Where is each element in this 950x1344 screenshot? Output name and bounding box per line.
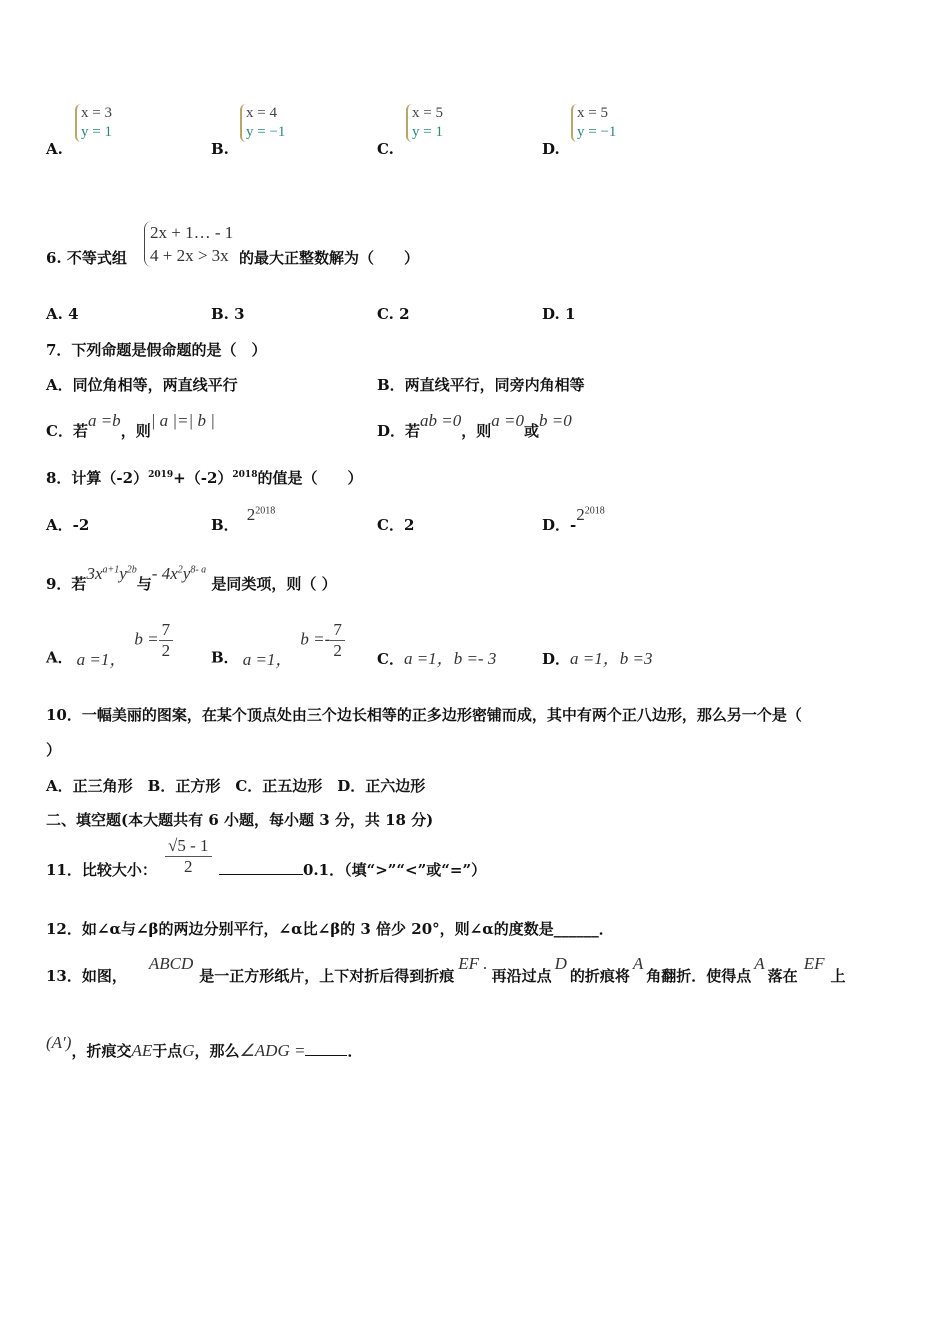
- numerator: 7: [330, 620, 345, 641]
- text: +（-2）: [173, 469, 233, 487]
- section-2-heading: 二、填空题(本大题共有 6 小题，每小题 3 分，共 18 分): [46, 811, 434, 829]
- q7-option-b: B．两直线平行，同旁内角相等: [377, 376, 585, 394]
- answer-blank[interactable]: [219, 874, 303, 875]
- eq-y: y = −1: [577, 124, 617, 140]
- exponent: 2b: [126, 564, 137, 576]
- opt-label: C．若: [46, 422, 88, 440]
- text: ，折痕交: [71, 1042, 132, 1060]
- numerator: √5 - 1: [165, 836, 212, 857]
- q11-stem-end: [219, 859, 486, 880]
- denominator: 2: [161, 641, 171, 660]
- exponent: 8- a: [190, 564, 207, 576]
- math: a =1，: [76, 649, 127, 669]
- eq-x: x = 5: [412, 105, 443, 121]
- q8-option-c: [377, 514, 414, 535]
- eq-y: y = −1: [246, 124, 286, 140]
- text: 是同类项，则（ ）: [211, 575, 337, 593]
- q9-option-d: [542, 644, 652, 669]
- opt-label: C.: [377, 305, 394, 323]
- q7-option-c: [46, 411, 215, 441]
- q6-stem: [46, 247, 127, 268]
- q10-stem-cont: ）: [46, 741, 62, 759]
- math: ab =0: [420, 411, 462, 430]
- q9-option-a: [46, 620, 173, 670]
- q8-option-b: [211, 505, 276, 535]
- math: (A′): [46, 1033, 72, 1052]
- text: 或: [524, 422, 540, 440]
- q12-stem: 12．如∠α与∠β的两边分别平行，∠α比∠β的 3 倍少 20°，则∠α的度数是______．: [46, 920, 614, 938]
- opt-label: C．: [377, 650, 404, 668]
- base: 2: [246, 505, 256, 524]
- math: EF: [803, 954, 825, 973]
- text: 再沿过点: [491, 967, 552, 985]
- math: a =0: [491, 411, 524, 430]
- text: ，则: [461, 422, 492, 440]
- q8-option-d: [542, 505, 605, 535]
- q6-inequality-system: [144, 221, 233, 267]
- text: 的值是（ ）: [257, 469, 363, 487]
- denominator: 2: [184, 857, 193, 876]
- q9-option-c: [377, 644, 496, 669]
- q5-option-a-system: [75, 104, 112, 142]
- opt-label: C．: [377, 516, 404, 534]
- q7-stem: 7．下列命题是假命题的是（ ）: [46, 341, 267, 359]
- ineq-2: 4 + 2x > 3x: [150, 246, 229, 265]
- math: a =1，: [403, 649, 454, 668]
- q6-option-b: [211, 305, 245, 323]
- math: G: [182, 1041, 195, 1060]
- text: 8．计算（-2）: [46, 469, 149, 487]
- q10-stem: 10．一幅美丽的图案，在某个顶点处由三个边长相等的正多边形密铺而成，其中有两个正八边形，那么另一个是（: [46, 706, 802, 724]
- math: b =3: [619, 649, 653, 668]
- opt-text: 3: [234, 305, 245, 323]
- math: b =- 3: [453, 649, 497, 668]
- q5-option-c-label: C.: [377, 140, 394, 158]
- math: b =: [134, 629, 159, 649]
- opt-label: D．若: [377, 422, 421, 440]
- eq-y: y = 1: [81, 124, 112, 140]
- exponent: 2018: [255, 505, 276, 517]
- opt-label: A．: [46, 516, 73, 534]
- minus: -: [570, 516, 577, 534]
- math: a =b: [87, 411, 121, 430]
- math: AE: [131, 1041, 153, 1060]
- text: ．: [347, 1042, 363, 1060]
- opt-label: D．: [542, 516, 571, 534]
- denominator: 2: [333, 641, 342, 660]
- text: 角翻折．使得点: [646, 967, 752, 985]
- exponent: 2018: [584, 505, 605, 517]
- q5-option-a-label: A.: [46, 140, 63, 158]
- ineq-1: 2x + 1… - 1: [150, 223, 234, 242]
- exponent: a+1: [102, 564, 120, 576]
- q5-option-d-system: [571, 104, 616, 142]
- answer-blank[interactable]: [305, 1055, 347, 1056]
- math: b =-: [300, 629, 331, 649]
- exponent: 2018: [232, 470, 258, 480]
- math: A: [632, 954, 644, 973]
- q7-option-a: A．同位角相等，两直线平行: [46, 376, 238, 394]
- opt-text: -2: [72, 516, 90, 534]
- q-number: 6.: [46, 249, 62, 267]
- text: 与: [136, 575, 152, 593]
- opt-label: D.: [542, 305, 560, 323]
- q5-option-b-label: B.: [211, 140, 229, 158]
- text: ，那么: [194, 1042, 240, 1060]
- q9-option-b: [211, 620, 345, 670]
- term: 3x: [86, 564, 103, 583]
- math: D: [554, 954, 567, 973]
- q9-stem: [46, 564, 337, 594]
- q13-stem-cont: [46, 1033, 363, 1061]
- q-text: 不等式组: [66, 249, 127, 267]
- math: A: [754, 954, 765, 973]
- text: 落在: [767, 967, 798, 985]
- q5-option-b-system: [240, 104, 285, 142]
- opt-text: 4: [68, 305, 79, 323]
- opt-label: B．: [211, 648, 239, 667]
- q5-option-d-label: D.: [542, 140, 560, 158]
- opt-text: 2: [403, 516, 415, 534]
- numerator: 7: [159, 620, 174, 641]
- math: b =0: [539, 411, 572, 430]
- opt-text: 1: [564, 305, 576, 323]
- q6-option-a: [46, 305, 79, 323]
- text: 13．如图，: [46, 967, 127, 985]
- eq-x: x = 4: [246, 105, 277, 121]
- text: 0.1．（填“>”“<”或“=”）: [303, 861, 487, 879]
- exponent: 2019: [148, 470, 174, 480]
- math: ABCD: [148, 954, 194, 973]
- q11-fraction: [165, 836, 212, 877]
- q8-stem: [46, 467, 362, 488]
- opt-text: 2: [399, 305, 410, 323]
- q10-options: A．正三角形 B．正方形 C．正五边形 D．正六边形: [46, 777, 426, 795]
- math: a =1，: [570, 649, 620, 668]
- q5-option-c-system: [406, 104, 443, 142]
- term: y: [182, 564, 191, 583]
- math: | a |=| b |: [150, 411, 215, 430]
- q13-stem: [46, 954, 906, 986]
- q11-stem: 11．比较大小：: [46, 861, 157, 879]
- eq-x: x = 5: [577, 105, 608, 121]
- opt-label: B.: [211, 305, 229, 323]
- q6-option-c: [377, 305, 410, 323]
- opt-label: D．: [542, 650, 571, 668]
- text: ，则: [120, 422, 151, 440]
- term: - 4x: [151, 564, 178, 583]
- text: 的折痕将: [569, 967, 630, 985]
- term: y: [119, 564, 127, 583]
- q8-option-a: [46, 514, 89, 535]
- math: EF .: [458, 954, 488, 973]
- q7-option-d: [377, 411, 572, 441]
- text: 是一正方形纸片，上下对折后得到折痕: [199, 967, 455, 985]
- opt-label: A.: [46, 305, 63, 323]
- opt-label: A．: [46, 648, 73, 667]
- opt-label: B．: [211, 516, 239, 534]
- base: 2: [576, 505, 585, 524]
- text: 9．若: [46, 575, 87, 593]
- math: ∠ADG =: [239, 1041, 306, 1060]
- exponent: 2: [177, 564, 183, 576]
- text: 上: [830, 967, 846, 985]
- q6-option-d: [542, 305, 575, 323]
- math: a =1，: [242, 649, 293, 669]
- eq-y: y = 1: [412, 124, 443, 140]
- eq-x: x = 3: [81, 105, 112, 121]
- text: 于点: [152, 1042, 183, 1060]
- q6-stem-end: 的最大正整数解为（ ）: [239, 249, 420, 267]
